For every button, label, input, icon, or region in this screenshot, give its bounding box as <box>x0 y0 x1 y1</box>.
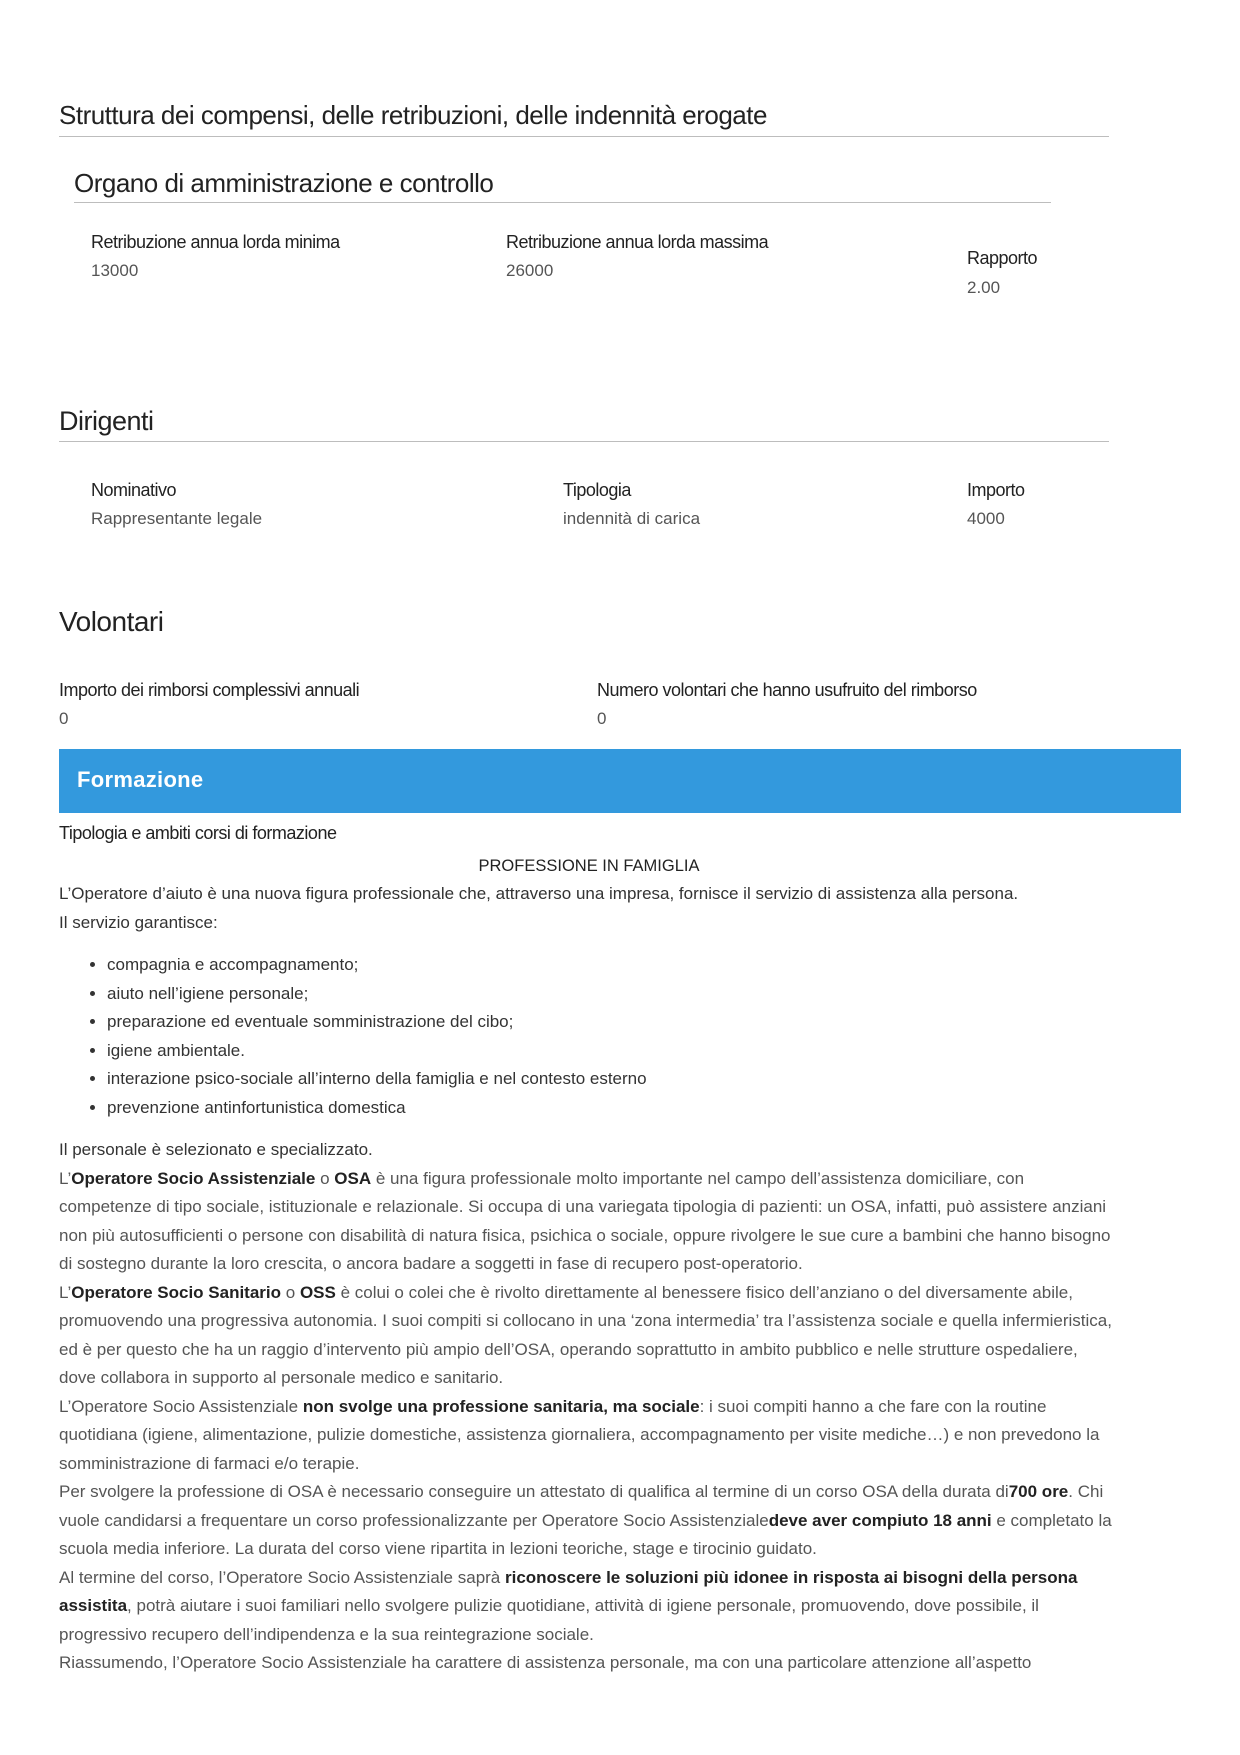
section-title-volontari: Volontari <box>59 606 164 637</box>
paragraph-oss: L’Operatore Socio Sanitario o OSS è colui o colei che è rivolto direttamente al benessere fisico dell’anziano o del diversamente abile, promuovendo una progressiva autonomia. I suoi compiti si collocano in una ‘zona intermedia’ tra l’assistenza sociale e quella infermieristica, ed è per questo che ha un raggio d’intervento più ampio dell’OSA, operando soprattutto in ambito pubblico e nelle strutture ospedaliere, dove collabora in supporto al personale medico e sanitario. <box>59 1282 1112 1387</box>
list-item: • aiuto nell’igiene personale; <box>107 980 1119 1009</box>
rimborsi-label: Importo dei rimborsi complessivi annuali <box>59 680 360 700</box>
divider <box>59 441 1109 442</box>
paragraph: Il personale è selezionato e specializzato. <box>59 1140 373 1159</box>
cell-importo: 4000 <box>967 509 1005 528</box>
max-salary-label: Retribuzione annua lorda massima <box>506 232 769 252</box>
min-salary-value: 13000 <box>91 261 139 280</box>
col-header-importo: Importo <box>967 480 1025 500</box>
min-salary-label: Retribuzione annua lorda minima <box>91 232 340 252</box>
col-header-nominativo: Nominativo <box>91 480 177 500</box>
paragraph-osa: L’Operatore Socio Assistenziale o OSA è una figura professionale molto importante nel campo dell’assistenza domiciliare, con competenze di tipo sociale, istituzionale e relazionale. Si occupa di una variegata tipologia di pazienti: un OSA, infatti, può assistere anziani non più autosufficienti o persone con disabilità di natura fisica, psichica o sociale, oppure rivolgere le sue cure a bambini che hanno bisogno di sostegno durante la loro crescita, o ancora badare a soggetti in fase di recupero post-operatorio. <box>59 1168 1111 1273</box>
formazione-subtitle: Tipologia e ambiti corsi di formazione <box>59 823 337 843</box>
cell-tipologia: indennità di carica <box>563 509 701 528</box>
list-item: • preparazione ed eventuale somministrazione del cibo; <box>107 1008 1119 1037</box>
paragraph-riassunto: Riassumendo, l’Operatore Socio Assistenziale ha carattere di assistenza personale, ma con una particolare attenzione all’aspetto <box>59 1653 1032 1672</box>
paragraph-sociale: L’Operatore Socio Assistenziale non svolge una professione sanitaria, ma sociale: i suoi compiti hanno a che fare con la routine quotidiana (igiene, alimentazione, pulizie domestiche, assistenza giornaliera, accompagnamento per visite mediche…) e non prevedono la somministrazione di farmaci e/o terapie. <box>59 1396 1100 1473</box>
list-item: • igiene ambientale. <box>107 1037 1119 1066</box>
col-header-tipologia: Tipologia <box>563 480 631 500</box>
ratio-value: 2.00 <box>967 278 1001 297</box>
list-item: • compagnia e accompagnamento; <box>107 951 1119 980</box>
list-item: • interazione psico-sociale all’interno della famiglia e nel contesto esterno <box>107 1065 1119 1094</box>
intro-paragraph-1: L’Operatore d’aiuto è una nuova figura professionale che, attraverso una impresa, fornisce il servizio di assistenza alla persona. <box>59 884 1019 903</box>
divider <box>59 136 1109 137</box>
section-title-compensi: Struttura dei compensi, delle retribuzioni, delle indennità erogate <box>59 100 767 130</box>
paragraph-requisiti: Per svolgere la professione di OSA è necessario conseguire un attestato di qualifica al termine di un corso OSA della durata di700 ore. Chi vuole candidarsi a frequentare un corso professionalizzante per Operatore Socio Assistenzialedeve aver compiuto 18 anni e completato la scuola media inferiore. La durata del corso viene ripartita in lezioni teoriche, stage e tirocinio guidato. <box>59 1482 1112 1558</box>
rimborsi-value: 0 <box>59 709 69 728</box>
formazione-banner: Formazione <box>59 749 1181 813</box>
numero-volontari-label: Numero volontari che hanno usufruito del rimborso <box>597 680 977 700</box>
ratio-label: Rapporto <box>967 248 1038 268</box>
formazione-heading: PROFESSIONE IN FAMIGLIA <box>478 856 700 875</box>
numero-volontari-value: 0 <box>597 709 607 728</box>
list-item: • prevenzione antinfortunistica domestica <box>107 1094 1119 1123</box>
max-salary-value: 26000 <box>506 261 554 280</box>
cell-nominativo: Rappresentante legale <box>91 509 263 528</box>
formazione-content <box>59 819 1119 1678</box>
intro-paragraph-2: Il servizio garantisce: <box>59 912 218 932</box>
services-list <box>59 951 1119 1122</box>
paragraph-competenze: Al termine del corso, l’Operatore Socio Assistenziale saprà riconoscere le soluzioni più idonee in risposta ai bisogni della persona assistita, potrà aiutare i suoi familiari nello svolgere pulizie quotidiane, attività di igiene personale, promuovendo, dove possibile, il progressivo recupero dell’indipendenza e la sua reintegrazione sociale. <box>59 1567 1078 1644</box>
subsection-title-organo: Organo di amministrazione e controllo <box>74 168 494 198</box>
section-title-dirigenti: Dirigenti <box>59 406 154 436</box>
divider <box>74 202 1051 203</box>
